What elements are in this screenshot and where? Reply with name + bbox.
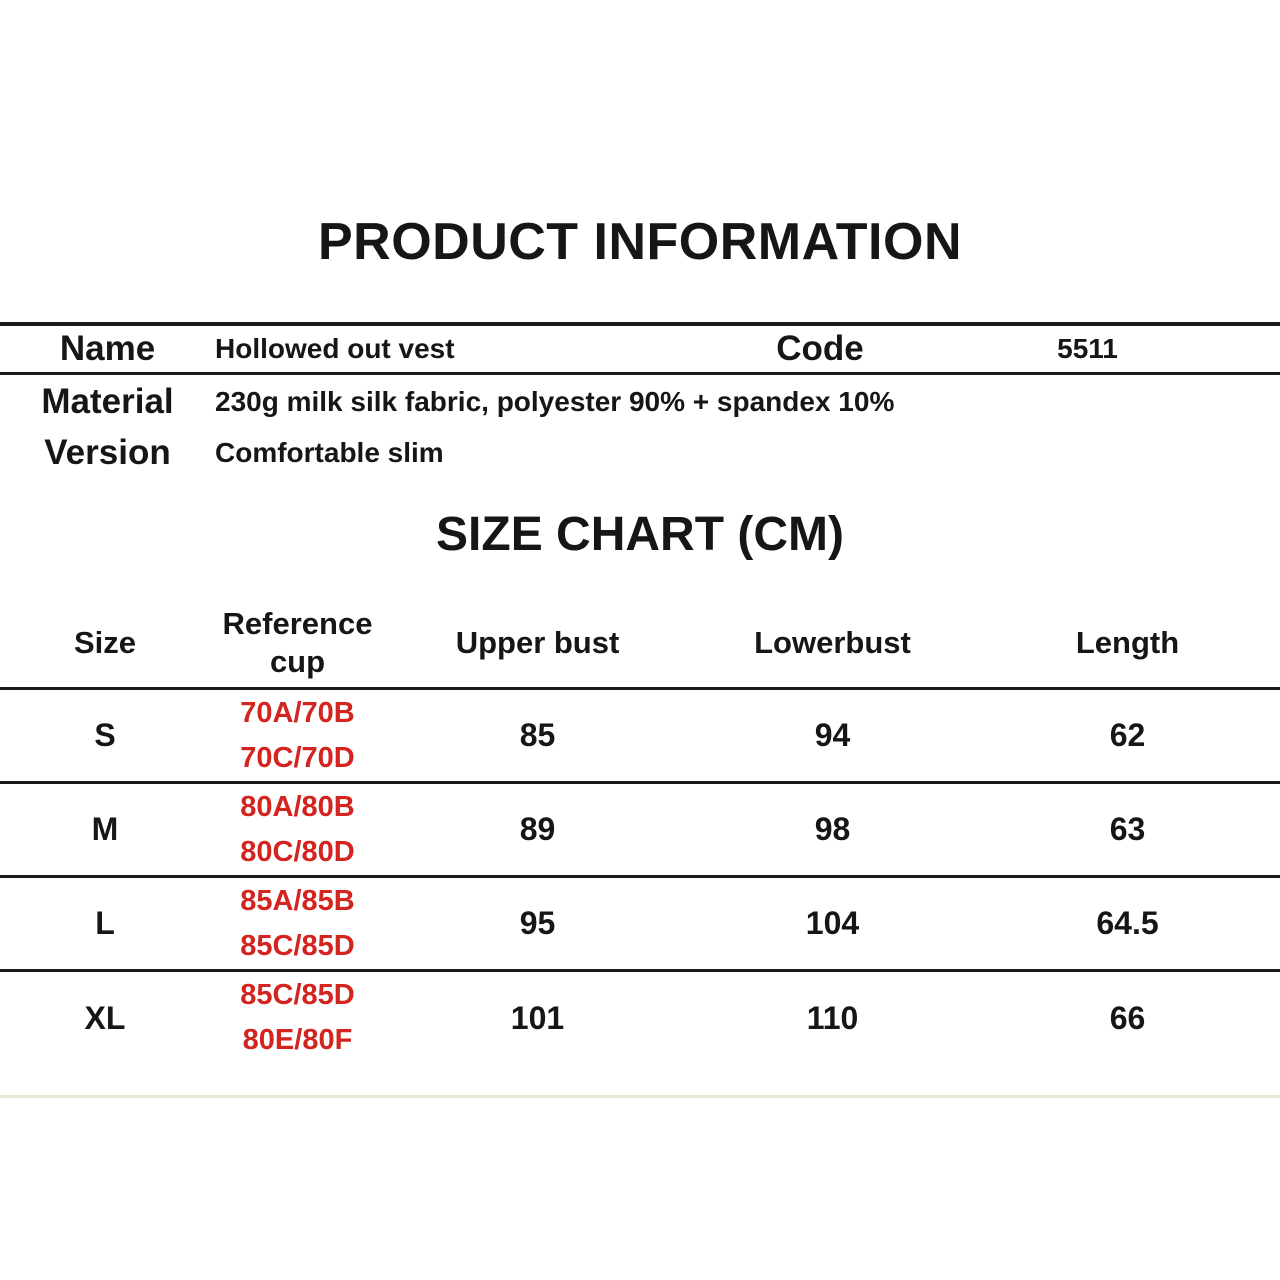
size-cell: S [0,689,210,783]
lower-bust-cell: 94 [690,689,975,783]
code-label: Code [776,329,864,368]
upper-bust-cell: 85 [385,689,690,783]
size-chart-title: SIZE CHART (CM) [436,508,844,561]
cup-line-1: 85A/85B [240,884,355,917]
upper-bust-cell: 89 [385,783,690,877]
header-row [0,595,1280,689]
reference-cup-cell [210,971,385,1065]
cup-line-2: 80E/80F [242,1024,353,1057]
cup-line-2: 70C/70D [240,741,355,774]
reference-cup-cell [210,877,385,971]
header-size: Size [0,595,210,689]
material-label: Material [41,382,174,421]
header-length: Length [975,595,1280,689]
cup-line-2: 80C/80D [240,835,355,868]
size-cell: L [0,877,210,971]
cup-line-1: 70A/70B [240,696,355,729]
size-chart-header [0,595,1280,689]
name-label: Name [59,329,156,368]
product-info-table [0,322,1280,477]
info-row-version [0,429,1280,477]
bottom-divider [0,1095,1280,1098]
length-cell: 66 [1109,999,1146,1036]
table-row-xl [0,971,1280,1065]
table-row-l [0,877,1280,971]
code-value: 5511 [1057,333,1118,364]
reference-cup-cell [210,783,385,877]
material-value: 230g milk silk fabric, polyester 90% + spandex 10% [215,386,895,417]
size-chart-body [0,689,1280,1065]
name-value: Hollowed out vest [215,333,455,364]
lower-bust-cell: 104 [690,877,975,971]
version-value: Comfortable slim [215,437,444,468]
header-upper-bust: Upper bust [385,595,690,689]
table-row-s [0,689,1280,783]
lower-bust-cell: 110 [806,999,859,1036]
size-cell: M [0,783,210,877]
cup-line-2: 85C/85D [240,929,355,962]
upper-bust-cell: 95 [385,877,690,971]
version-label: Version [44,433,171,472]
cup-line-1: 85C/85D [240,979,355,1012]
size-cell: XL [84,999,126,1036]
lower-bust-cell: 98 [690,783,975,877]
table-row-m [0,783,1280,877]
reference-cup-cell [210,689,385,783]
upper-bust-cell: 101 [510,999,565,1036]
size-chart-table [0,595,1280,1065]
cup-line-1: 80A/80B [240,790,355,823]
header-reference-cup: Reference cup [210,595,385,689]
length-cell: 63 [975,783,1280,877]
info-row-material [0,375,1280,429]
header-lowerbust: Lowerbust [690,595,975,689]
length-cell: 64.5 [975,877,1280,971]
length-cell: 62 [975,689,1280,783]
info-row-name [0,326,1280,375]
page-title: PRODUCT INFORMATION [317,213,963,271]
